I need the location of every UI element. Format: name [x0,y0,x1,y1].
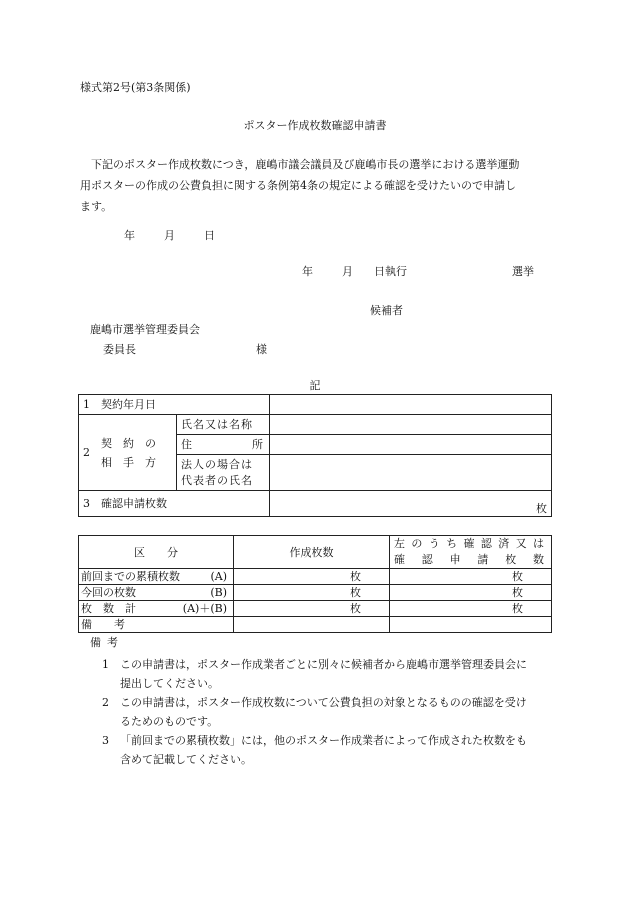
name-value [270,415,552,435]
contract-date-value [270,395,552,415]
note-item [102,731,552,769]
document-title: ポスター作成枚数確認申請書 [243,119,387,132]
header-confirmed-2: 確認申請枚数 [394,553,547,566]
date-year: 年 [124,229,135,242]
counterparty-label-top: 契 約 の [101,436,156,450]
header-confirmed-1: 左のうち確認済又は [394,537,547,550]
table-row [79,617,552,633]
table-row [79,569,552,585]
address-label [177,435,270,455]
row-label-suffix: (B) [210,586,227,599]
count-table [78,535,552,633]
note-line-2: るためのものです。 [120,715,219,728]
body-line-1: 下記のポスター作成枚数につき，鹿嶋市議会議員及び鹿嶋市長の選挙における選挙運動 [91,158,520,171]
address-label-a: 住 [181,438,192,451]
election-month: 月 [342,265,353,278]
addressee-title: 委員長 [103,343,136,356]
address-label-b: 所 [252,438,263,451]
ki-heading: 記 [309,379,321,392]
representative-label-1: 法人の場合は [181,457,253,471]
representative-label-2: 代表者の氏名 [181,473,253,487]
row-label: 備 考 [81,618,125,631]
body-line-3: ます。 [80,200,113,213]
body-line-2: 用ポスターの作成の公費負担に関する条例第4条の規定による確認を受けたいので申請し [80,179,516,192]
requested-count-unit: 枚 [270,491,552,517]
counterparty-label-bottom: 相 手 方 [101,455,156,469]
addressee-org: 鹿嶋市選挙管理委員会 [90,323,200,336]
note-number: 2 [102,696,109,709]
counterparty-num: 2 [83,446,90,459]
note-line-2: 提出してください。 [120,677,219,690]
application-date [124,230,244,241]
name-label: 氏名又は名称 [177,415,270,435]
table-row [79,601,552,617]
notes-heading: 備考 [90,636,124,649]
note-number: 1 [102,658,109,671]
row-unit-count: 枚 [234,601,390,617]
row-unit-count: 枚 [234,585,390,601]
row-unit-confirmed [390,617,552,633]
body-paragraph [80,154,555,217]
contract-table [78,394,552,517]
election-label: 選挙 [512,265,534,278]
counterparty-label [79,415,177,491]
date-month: 月 [164,229,175,242]
row-label: 今回の枚数 [81,586,136,599]
election-date-line [302,266,534,277]
row-unit-confirmed: 枚 [390,601,552,617]
header-count: 作成枚数 [234,536,390,569]
requested-count-label: 3 確認申請枚数 [79,491,270,517]
row-label-suffix: (A) [210,570,227,583]
note-line-2: 含めて記載してください。 [120,753,252,766]
note-number: 3 [102,734,109,747]
row-unit-confirmed: 枚 [390,569,552,585]
election-year: 年 [302,265,313,278]
row-unit-count: 枚 [234,569,390,585]
note-item [102,693,552,731]
note-line-1: 「前回までの累積枚数」には，他のポスター作成業者によって作成された枚数をも [120,734,527,747]
addressee-honorific: 様 [256,343,267,356]
election-day-exec: 日執行 [374,265,407,278]
row-label: 枚 数 計 [81,602,136,615]
note-item [102,655,552,693]
date-day: 日 [204,229,215,242]
row-unit-count [234,617,390,633]
representative-label [177,455,270,491]
note-line-1: この申請書は，ポスター作成枚数について公費負担の対象となるものの確認を受け [120,696,527,709]
contract-date-label: 1 契約年月日 [79,395,270,415]
address-value [270,435,552,455]
note-line-1: この申請書は，ポスター作成業者ごとに別々に候補者から鹿嶋市選挙管理委員会に [120,658,527,671]
row-unit-confirmed: 枚 [390,585,552,601]
representative-value [270,455,552,491]
form-number: 様式第2号(第3条関係) [80,81,191,94]
header-category: 区 分 [79,536,234,569]
table-row [79,585,552,601]
row-label-suffix: (A)＋(B) [182,602,227,615]
header-confirmed [390,536,552,569]
candidate-label: 候補者 [370,304,403,317]
row-label: 前回までの累積枚数 [81,570,180,583]
